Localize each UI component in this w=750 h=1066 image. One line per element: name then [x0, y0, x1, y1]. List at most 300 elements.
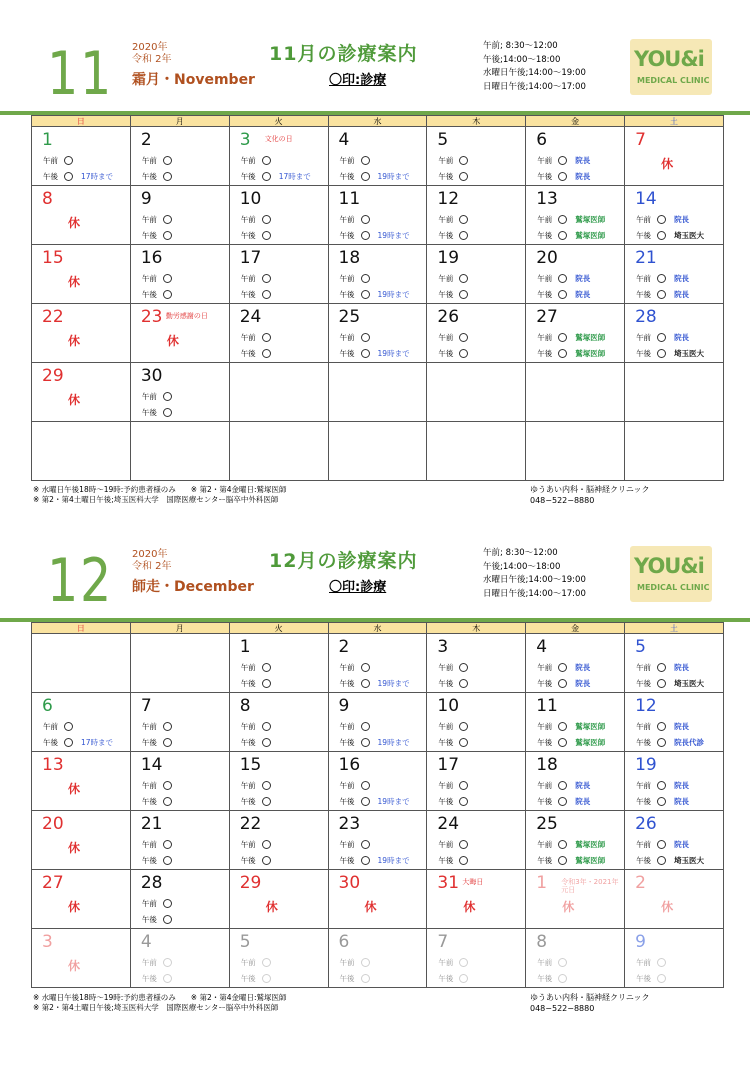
- session-label: 午前: [636, 722, 652, 731]
- open-circle-icon: [361, 333, 370, 342]
- day-number: 2: [140, 130, 152, 150]
- weekday-header: 土: [625, 116, 724, 127]
- week-row: [32, 870, 724, 929]
- session-label: 午後: [240, 738, 256, 747]
- session-label: 午前: [339, 781, 355, 790]
- session-label: 午前: [141, 781, 157, 790]
- session-pm: [241, 679, 271, 689]
- day-cell: [526, 186, 625, 245]
- open-circle-icon: [163, 958, 172, 967]
- day-number: 8: [239, 696, 251, 716]
- session-label: 午後: [240, 679, 256, 688]
- day-cell: [229, 870, 328, 929]
- session-pm: [438, 974, 468, 984]
- session-label: 午前: [141, 722, 157, 731]
- open-circle-icon: [361, 840, 370, 849]
- session-label: 午前: [636, 958, 652, 967]
- session-am: [241, 958, 271, 968]
- day-number: 12: [635, 696, 657, 716]
- session-note: 院長: [575, 797, 591, 806]
- open-circle-icon: [361, 958, 370, 967]
- day-cell: [32, 752, 131, 811]
- session-label: 午前: [240, 333, 256, 342]
- session-label: 午前: [438, 215, 454, 224]
- session-am: [636, 215, 689, 225]
- open-circle-icon: [657, 231, 666, 240]
- open-circle-icon: [361, 349, 370, 358]
- day-cell: [625, 811, 724, 870]
- open-circle-icon: [558, 722, 567, 731]
- closed-label: 休: [661, 900, 674, 914]
- day-cell: [229, 811, 328, 870]
- open-circle-icon: [558, 840, 567, 849]
- open-circle-icon: [558, 231, 567, 240]
- open-circle-icon: [163, 856, 172, 865]
- open-circle-icon: [163, 915, 172, 924]
- day-number: 5: [635, 637, 646, 657]
- open-circle-icon: [558, 172, 567, 181]
- open-circle-icon: [459, 840, 468, 849]
- day-cell: [130, 127, 229, 186]
- month-header: [31, 546, 724, 618]
- day-cell: [526, 870, 625, 929]
- session-note: 院長: [575, 290, 591, 299]
- day-cell: [32, 422, 131, 481]
- session-pm: [438, 679, 468, 689]
- week-row: [32, 634, 724, 693]
- session-label: 午後: [438, 349, 454, 358]
- open-circle-icon: [361, 679, 370, 688]
- session-am: [438, 215, 468, 225]
- open-circle-icon: [262, 215, 271, 224]
- session-label: 午前: [43, 722, 58, 731]
- weekday-header: 月: [130, 116, 229, 127]
- session-label: 午前: [240, 958, 256, 967]
- session-am: [241, 274, 271, 284]
- session-am: [537, 722, 605, 732]
- session-label: 午前: [438, 958, 454, 967]
- day-number: 13: [536, 189, 558, 209]
- session-label: 午前: [438, 274, 454, 283]
- holiday-note: 勤労感謝の日: [165, 312, 208, 320]
- open-circle-icon: [64, 722, 73, 731]
- day-cell: [526, 693, 625, 752]
- day-number: 9: [140, 189, 152, 209]
- session-note: 院長: [674, 663, 690, 672]
- day-cell: [32, 127, 131, 186]
- session-label: 午後: [339, 290, 355, 299]
- session-am: [241, 722, 271, 732]
- open-circle-icon: [558, 738, 567, 747]
- day-number: 3: [42, 932, 53, 952]
- open-circle-icon: [262, 958, 271, 967]
- day-number: 3: [239, 130, 251, 150]
- day-cell: [328, 245, 427, 304]
- day-number: 31: [437, 873, 460, 893]
- day-cell: [526, 929, 625, 988]
- open-circle-icon: [459, 215, 468, 224]
- day-number: 29: [239, 873, 262, 893]
- open-circle-icon: [459, 290, 468, 299]
- open-circle-icon: [657, 974, 666, 983]
- day-cell: [229, 634, 328, 693]
- session-label: 午後: [43, 738, 58, 747]
- day-cell: [427, 752, 526, 811]
- day-cell: [625, 752, 724, 811]
- session-pm: [438, 172, 468, 182]
- day-number: 6: [536, 130, 548, 150]
- session-note: 19時まで: [377, 797, 410, 806]
- day-cell: [328, 811, 427, 870]
- hours-line: 午後;14:00〜18:00: [483, 54, 561, 65]
- session-am: [537, 840, 605, 850]
- session-note: 院長: [674, 722, 690, 731]
- day-number: 10: [437, 696, 460, 716]
- day-cell: [130, 245, 229, 304]
- session-pm: [43, 172, 113, 182]
- open-circle-icon: [262, 781, 271, 790]
- session-pm: [241, 349, 271, 359]
- session-label: 午前: [636, 663, 652, 672]
- day-cell: [328, 634, 427, 693]
- day-cell: [526, 811, 625, 870]
- session-am: [438, 840, 468, 850]
- session-pm: [537, 974, 567, 984]
- day-cell: [526, 245, 625, 304]
- session-pm: [438, 231, 468, 241]
- open-circle-icon: [163, 899, 172, 908]
- day-number: 23: [140, 307, 163, 327]
- week-row: [32, 811, 724, 870]
- day-cell: [130, 186, 229, 245]
- open-circle-icon: [361, 797, 370, 806]
- session-label: 午後: [339, 172, 355, 181]
- week-row: [32, 245, 724, 304]
- day-number: 9: [338, 696, 350, 716]
- footer-notes: [33, 485, 287, 505]
- session-label: 午前: [636, 333, 652, 342]
- session-note: 鷲塚医師: [575, 840, 606, 849]
- session-pm: [438, 797, 468, 807]
- day-number: 16: [338, 755, 361, 775]
- session-note: 院長代診: [674, 738, 705, 747]
- session-pm: [241, 856, 271, 866]
- day-cell: [32, 363, 131, 422]
- session-am: [340, 958, 370, 968]
- session-note: 鷲塚医師: [575, 215, 606, 224]
- day-number: 6: [42, 696, 53, 716]
- day-number: 11: [536, 696, 558, 716]
- session-label: 午後: [438, 290, 454, 299]
- day-number: 28: [635, 307, 657, 327]
- weekday-header: 金: [526, 623, 625, 634]
- session-label: 午後: [537, 797, 553, 806]
- day-number: 21: [140, 814, 163, 834]
- closed-label: 休: [68, 959, 81, 973]
- month-season: 師走・December: [132, 579, 254, 595]
- open-circle-icon: [558, 958, 567, 967]
- session-label: 午前: [537, 156, 553, 165]
- day-number: 19: [437, 248, 460, 268]
- clinic-logo: [630, 39, 712, 95]
- session-pm: [241, 797, 271, 807]
- session-pm: [142, 290, 172, 300]
- session-label: 午後: [339, 231, 355, 240]
- session-pm: [636, 974, 666, 984]
- session-pm: [142, 915, 172, 925]
- session-am: [438, 274, 468, 284]
- day-number: 9: [635, 932, 646, 952]
- session-label: 午後: [537, 290, 553, 299]
- session-pm: [43, 738, 113, 748]
- closed-label: 休: [68, 900, 81, 914]
- session-label: 午後: [636, 231, 652, 240]
- weekday-header: 火: [229, 623, 328, 634]
- closed-label: 休: [463, 900, 476, 914]
- open-circle-icon: [361, 231, 370, 240]
- open-circle-icon: [459, 663, 468, 672]
- session-am: [241, 156, 271, 166]
- clinic-phone: 048−522−8880: [530, 496, 595, 505]
- session-label: 午前: [141, 156, 157, 165]
- session-am: [340, 156, 370, 166]
- day-cell: [229, 929, 328, 988]
- open-circle-icon: [459, 797, 468, 806]
- session-label: 午前: [537, 274, 553, 283]
- day-cell: [229, 693, 328, 752]
- session-am: [537, 958, 567, 968]
- day-cell: [328, 186, 427, 245]
- session-label: 午後: [636, 679, 652, 688]
- day-number: 17: [239, 248, 262, 268]
- weekday-header: 土: [625, 623, 724, 634]
- day-number: 21: [635, 248, 657, 268]
- week-row: [32, 127, 724, 186]
- session-pm: [142, 974, 172, 984]
- session-label: 午後: [438, 738, 454, 747]
- session-label: 午後: [240, 797, 256, 806]
- open-circle-icon: [459, 349, 468, 358]
- session-pm: [340, 797, 410, 807]
- day-cell: [32, 870, 131, 929]
- session-pm: [537, 797, 590, 807]
- session-pm: [636, 290, 689, 300]
- session-am: [142, 840, 172, 850]
- session-label: 午前: [537, 215, 553, 224]
- session-label: 午後: [636, 856, 652, 865]
- day-number: 22: [239, 814, 262, 834]
- day-number: 10: [239, 189, 262, 209]
- open-circle-icon: [262, 172, 271, 181]
- clinic-name: ゆうあい内科・脳神経クリニック: [530, 993, 650, 1002]
- logo-wordmark: YOU&i: [634, 47, 704, 71]
- session-label: 午後: [43, 172, 58, 181]
- footer-note: ※ 第2・第4土曜日午後;埼玉医科大学 国際医療センター脳卒中外科医師: [33, 495, 279, 504]
- open-circle-icon: [262, 974, 271, 983]
- weekday-header: 金: [526, 116, 625, 127]
- day-number: 13: [42, 755, 64, 775]
- session-pm: [241, 974, 271, 984]
- open-circle-icon: [558, 679, 567, 688]
- day-cell: [130, 752, 229, 811]
- hours-line: 水曜日午後;14:00〜19:00: [483, 68, 586, 78]
- week-row: [32, 304, 724, 363]
- session-label: 午後: [537, 231, 553, 240]
- closed-label: 休: [68, 334, 81, 348]
- session-pm: [537, 679, 590, 689]
- session-note: 院長: [575, 156, 591, 165]
- day-number: 4: [338, 130, 350, 150]
- open-circle-icon: [558, 974, 567, 983]
- session-label: 午後: [537, 974, 553, 983]
- day-number: 11: [338, 189, 361, 209]
- session-label: 午後: [438, 231, 454, 240]
- open-circle-icon: [361, 974, 370, 983]
- open-circle-icon: [459, 156, 468, 165]
- session-am: [142, 215, 172, 225]
- day-number: 4: [140, 932, 152, 952]
- year-label: [132, 42, 172, 66]
- session-am: [340, 215, 370, 225]
- day-cell: [32, 693, 131, 752]
- day-number: 29: [42, 366, 64, 386]
- day-cell: [427, 363, 526, 422]
- session-note: 鷲塚医師: [575, 333, 606, 342]
- open-circle-icon: [361, 172, 370, 181]
- open-circle-icon: [558, 856, 567, 865]
- session-label: 午後: [240, 290, 256, 299]
- day-number: 17: [437, 755, 460, 775]
- session-am: [636, 333, 689, 343]
- page-title: 11月の診療案内: [269, 43, 418, 65]
- day-number: 1: [536, 873, 548, 893]
- session-label: 午前: [339, 333, 355, 342]
- session-label: 午後: [141, 172, 157, 181]
- logo-subtext: MEDICAL CLINIC: [637, 583, 710, 592]
- session-am: [636, 781, 689, 791]
- open-circle-icon: [657, 290, 666, 299]
- weekday-header: 水: [328, 116, 427, 127]
- clinic-hours: [483, 547, 586, 601]
- session-label: 午後: [141, 915, 157, 924]
- day-cell: [229, 752, 328, 811]
- session-label: 午前: [339, 663, 355, 672]
- session-label: 午後: [339, 797, 355, 806]
- open-circle-icon: [163, 290, 172, 299]
- year-era: 令和 2年: [132, 561, 172, 572]
- session-am: [142, 722, 172, 732]
- open-circle-icon: [361, 274, 370, 283]
- open-circle-icon: [657, 215, 666, 224]
- session-am: [142, 156, 172, 166]
- clinic-contact: [530, 484, 650, 506]
- session-label: 午前: [141, 840, 157, 849]
- session-label: 午後: [240, 856, 256, 865]
- session-am: [43, 722, 73, 732]
- legend: 〇印:診療: [329, 73, 387, 88]
- open-circle-icon: [558, 781, 567, 790]
- session-pm: [636, 231, 704, 241]
- session-am: [438, 156, 468, 166]
- day-cell: [229, 186, 328, 245]
- session-note: 院長: [575, 274, 591, 283]
- session-am: [537, 333, 605, 343]
- hours-line: 水曜日午後;14:00〜19:00: [483, 575, 586, 585]
- session-am: [438, 333, 468, 343]
- month-number: 12: [47, 546, 113, 616]
- session-note: 院長: [575, 679, 591, 688]
- day-cell: [229, 422, 328, 481]
- session-pm: [438, 349, 468, 359]
- session-am: [142, 392, 172, 402]
- session-am: [537, 274, 590, 284]
- day-number: 15: [239, 755, 262, 775]
- day-cell: [427, 186, 526, 245]
- day-number: 19: [635, 755, 657, 775]
- session-am: [142, 781, 172, 791]
- weekday-header: 月: [130, 623, 229, 634]
- session-label: 午前: [240, 663, 256, 672]
- session-note: 院長: [674, 290, 690, 299]
- closed-label: 休: [661, 157, 674, 171]
- open-circle-icon: [163, 974, 172, 983]
- month-header: [31, 39, 724, 111]
- session-label: 午後: [438, 856, 454, 865]
- day-number: 8: [42, 189, 53, 209]
- day-cell: [229, 245, 328, 304]
- day-number: 25: [338, 307, 361, 327]
- session-pm: [142, 172, 172, 182]
- session-note: 院長: [575, 172, 591, 181]
- day-cell: [427, 870, 526, 929]
- open-circle-icon: [361, 215, 370, 224]
- session-label: 午後: [339, 679, 355, 688]
- week-row: [32, 929, 724, 988]
- year-gregorian: 2020年: [132, 42, 168, 53]
- open-circle-icon: [361, 156, 370, 165]
- session-label: 午後: [240, 349, 256, 358]
- session-label: 午後: [636, 290, 652, 299]
- session-note: 19時まで: [377, 349, 410, 358]
- hours-line: 午前; 8:30〜12:00: [483, 41, 558, 51]
- open-circle-icon: [558, 663, 567, 672]
- open-circle-icon: [64, 172, 73, 181]
- session-pm: [636, 679, 704, 689]
- day-cell: [625, 304, 724, 363]
- session-label: 午前: [636, 781, 652, 790]
- day-cell: [625, 127, 724, 186]
- open-circle-icon: [558, 215, 567, 224]
- session-label: 午前: [339, 722, 355, 731]
- session-label: 午前: [636, 274, 652, 283]
- open-circle-icon: [558, 333, 567, 342]
- session-label: 午前: [438, 156, 454, 165]
- session-note: 院長: [575, 781, 591, 790]
- clinic-name: ゆうあい内科・脳神経クリニック: [530, 485, 650, 494]
- session-label: 午後: [240, 974, 256, 983]
- session-pm: [537, 290, 590, 300]
- open-circle-icon: [558, 349, 567, 358]
- open-circle-icon: [262, 333, 271, 342]
- open-circle-icon: [163, 797, 172, 806]
- session-label: 午後: [636, 797, 652, 806]
- week-row: [32, 363, 724, 422]
- session-label: 午前: [438, 333, 454, 342]
- session-label: 午前: [141, 899, 157, 908]
- session-label: 午前: [240, 274, 256, 283]
- open-circle-icon: [262, 797, 271, 806]
- session-label: 午前: [43, 156, 58, 165]
